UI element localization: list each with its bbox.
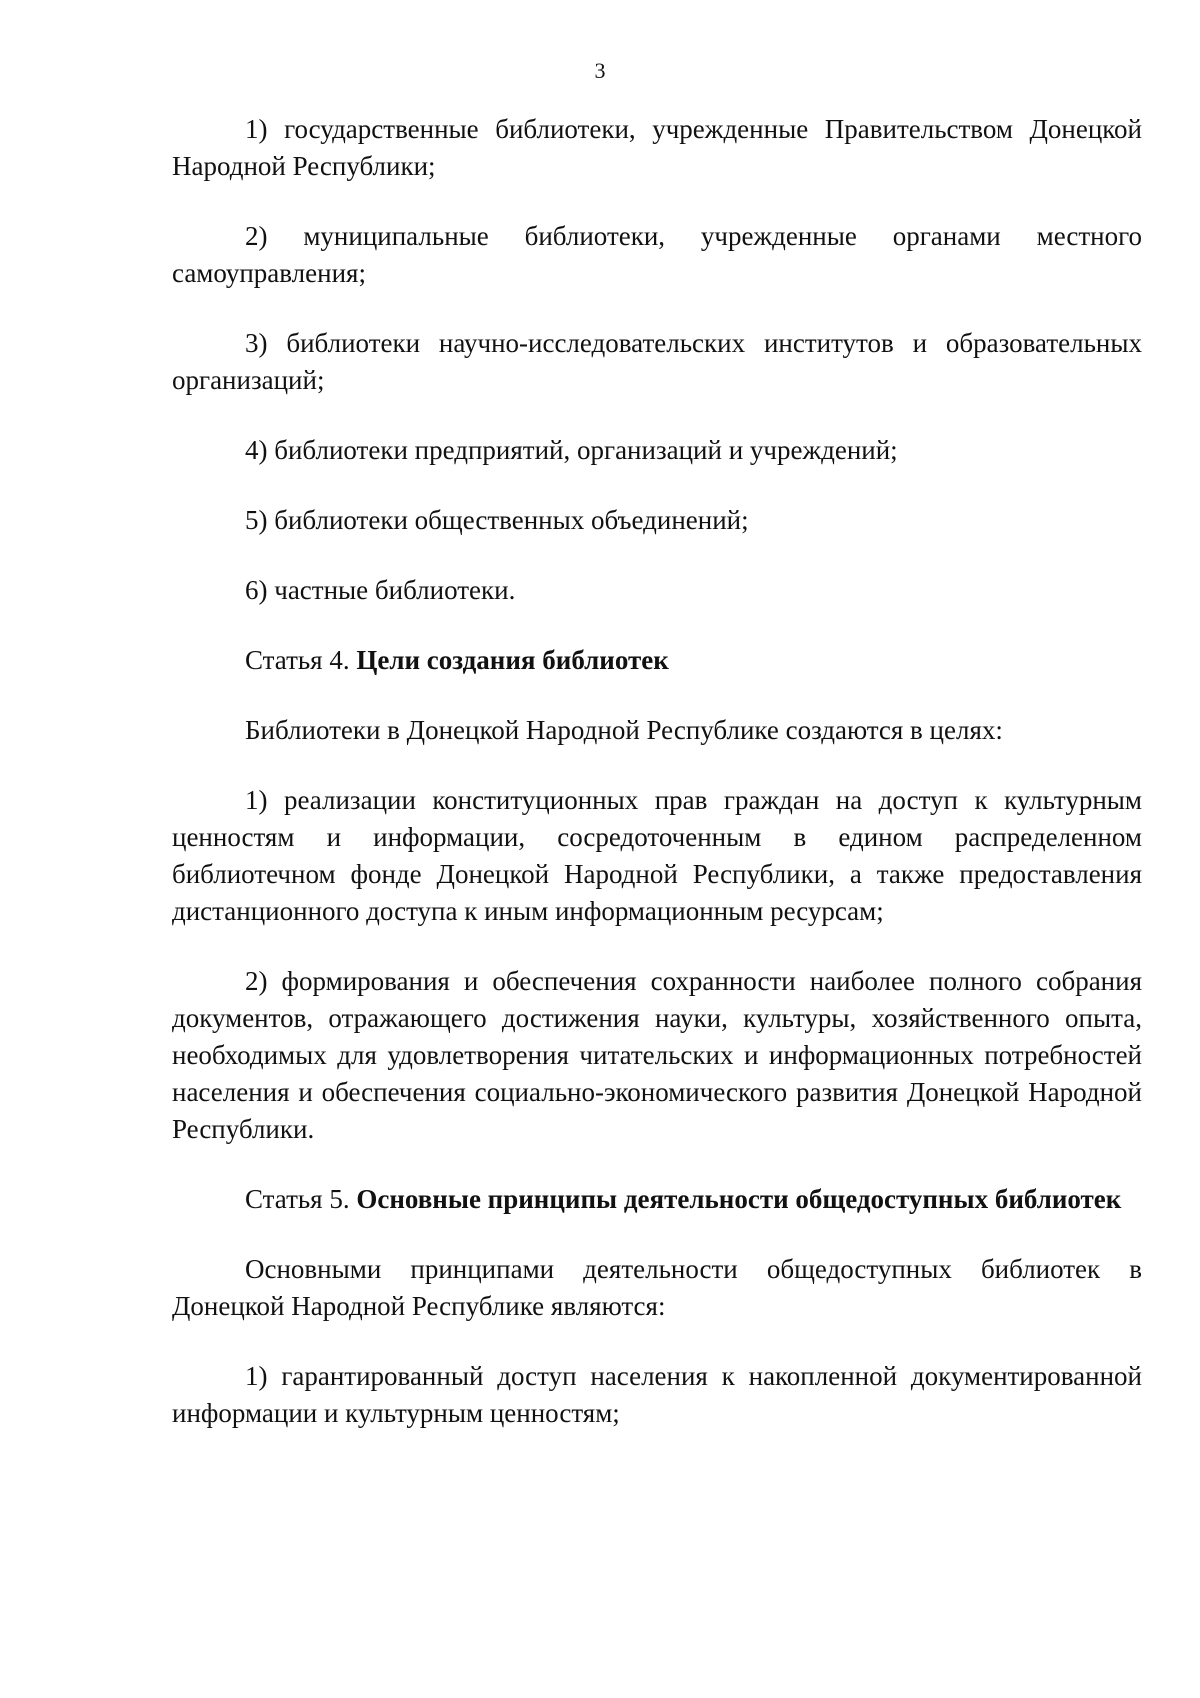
article-4-label: Статья 4. <box>245 645 350 675</box>
article-5-intro: Основными принципами деятельности общедоступных библиотек в Донецкой Народной Республике являются: <box>172 1254 1142 1321</box>
document-body <box>172 111 1142 1465</box>
list-item-3: 3) библиотеки научно-исследовательских институтов и образовательных организаций; <box>172 328 1142 395</box>
article-4-point-2: 2) формирования и обеспечения сохранности наиболее полного собрания документов, отражающего достижения науки, культуры, хозяйственного опыта, необходимых для удовлетворения читательских и информационных потребностей населения и обеспечения социально-экономического развития Донецкой Народной Республики. <box>172 966 1142 1144</box>
article-4-intro: Библиотеки в Донецкой Народной Республике создаются в целях: <box>245 715 1003 745</box>
article-4-title: Цели создания библиотек <box>356 645 669 675</box>
list-item-1: 1) государственные библиотеки, учрежденные Правительством Донецкой Народной Республики; <box>172 114 1142 181</box>
list-item-2: 2) муниципальные библиотеки, учрежденные органами местного самоуправления; <box>172 221 1142 288</box>
article-5-point-1: 1) гарантированный доступ населения к накопленной документированной информации и культурным ценностям; <box>172 1361 1142 1428</box>
article-4-heading <box>172 642 1142 679</box>
page-number: 3 <box>594 58 606 83</box>
list-item-5: 5) библиотеки общественных объединений; <box>245 505 749 535</box>
article-5-heading <box>172 1181 1142 1218</box>
article-4-point-1: 1) реализации конституционных прав граждан на доступ к культурным ценностям и информации, сосредоточенным в едином распределенном библиотечном фонде Донецкой Народной Республики, а также предоставления дистанционного доступа к иным информационным ресурсам; <box>172 785 1142 926</box>
list-item-4: 4) библиотеки предприятий, организаций и учреждений; <box>245 435 898 465</box>
list-item-6: 6) частные библиотеки. <box>245 575 516 605</box>
article-5-label: Статья 5. <box>245 1184 350 1214</box>
article-5-title: Основные принципы деятельности общедоступных библиотек <box>356 1184 1122 1214</box>
